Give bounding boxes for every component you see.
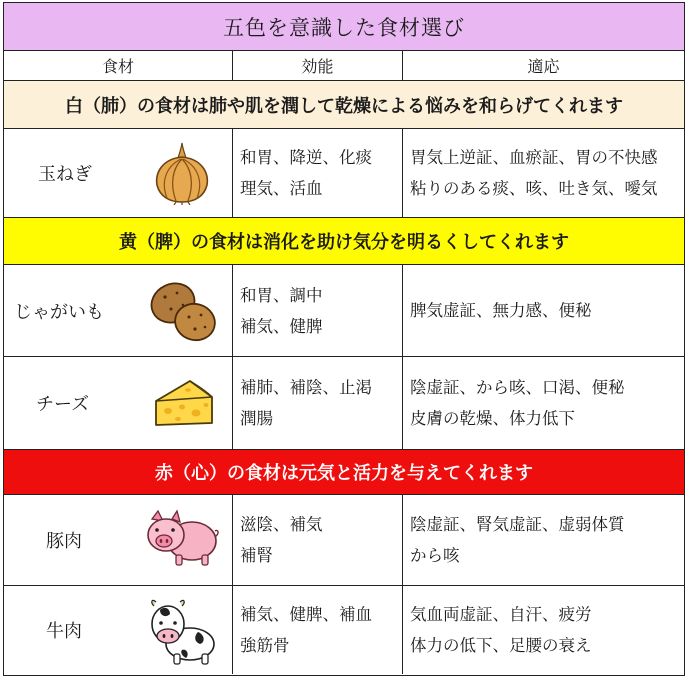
potato-icon (147, 277, 219, 345)
indication-line: 脾気虚証、無力感、便秘 (410, 301, 592, 320)
indication-line: 気血両虚証、自汗、疲労 (410, 605, 592, 624)
indication-cell-potato (403, 265, 684, 356)
food-name: 牛肉 (46, 621, 82, 642)
food-cell-cheese (4, 357, 233, 449)
indication-cell-pork (403, 495, 684, 585)
indication-cell-onion (403, 129, 684, 217)
indication-line: 陰虚証、腎気虚証、虚弱体質 (410, 515, 625, 534)
food-cell-onion (4, 129, 233, 217)
food-name: チーズ (36, 394, 90, 415)
effect-line: 和胃、降逆、化痰 (240, 148, 372, 167)
effect-line: 補気、健脾 (240, 316, 323, 336)
effect-cell-pork (233, 495, 403, 585)
band-white-lung: 白（肺）の食材は肺や肌を潤して乾燥による悩みを和らげてくれます (4, 81, 684, 129)
food-cell-potato (4, 265, 233, 356)
food-row-beef (4, 586, 684, 674)
band-red-heart: 赤（心）の食材は元気と活力を与えてくれます (4, 450, 684, 495)
effect-cell-cheese (233, 357, 403, 449)
indication-line: 陰虚証、から咳、口渇、便秘 (410, 378, 625, 397)
effect-line: 補腎 (240, 546, 273, 565)
table-header-row (4, 51, 684, 81)
food-row-onion (4, 129, 684, 218)
indication-cell-cheese (403, 357, 684, 449)
food-name: 豚肉 (46, 531, 82, 552)
food-name: 玉ねぎ (38, 164, 92, 185)
cheese-icon (152, 375, 216, 431)
effect-line: 和胃、調中 (240, 285, 323, 305)
effect-line: 理気、活血 (240, 179, 323, 198)
onion-icon (152, 141, 212, 205)
effect-line: 補肺、補陰、止渇 (240, 378, 372, 397)
indication-line: 粘りのある痰、咳、吐き気、噯気 (410, 179, 658, 198)
indication-line: から咳 (410, 546, 460, 565)
header-effect: 効能 (233, 51, 403, 80)
indication-line: 皮膚の乾燥、体力低下 (410, 409, 575, 428)
food-name: じゃがいも (14, 301, 104, 323)
header-food: 食材 (4, 51, 233, 80)
cow-icon (146, 596, 218, 668)
indication-line: 体力の低下、足腰の衰え (410, 636, 592, 655)
indication-line: 胃気上逆証、血瘀証、胃の不快感 (410, 148, 658, 167)
food-cell-beef (4, 586, 233, 674)
food-row-cheese (4, 357, 684, 450)
header-indication: 適応 (527, 57, 560, 76)
five-colors-table (3, 2, 685, 676)
effect-cell-onion (233, 129, 403, 217)
pig-icon (144, 509, 220, 571)
effect-cell-potato (233, 265, 403, 356)
food-cell-pork (4, 495, 233, 585)
table-title: 五色を意識した食材選び (4, 3, 684, 51)
effect-line: 強筋骨 (240, 636, 290, 655)
food-row-pork (4, 495, 684, 586)
effect-line: 滋陰、補気 (240, 515, 323, 534)
effect-line: 補気、健脾、補血 (240, 605, 372, 624)
effect-line: 潤腸 (240, 409, 273, 428)
food-row-potato (4, 265, 684, 357)
band-yellow-spleen: 黄（脾）の食材は消化を助け気分を明るくしてくれます (4, 218, 684, 265)
effect-cell-beef (233, 586, 403, 674)
indication-cell-beef (403, 586, 684, 674)
